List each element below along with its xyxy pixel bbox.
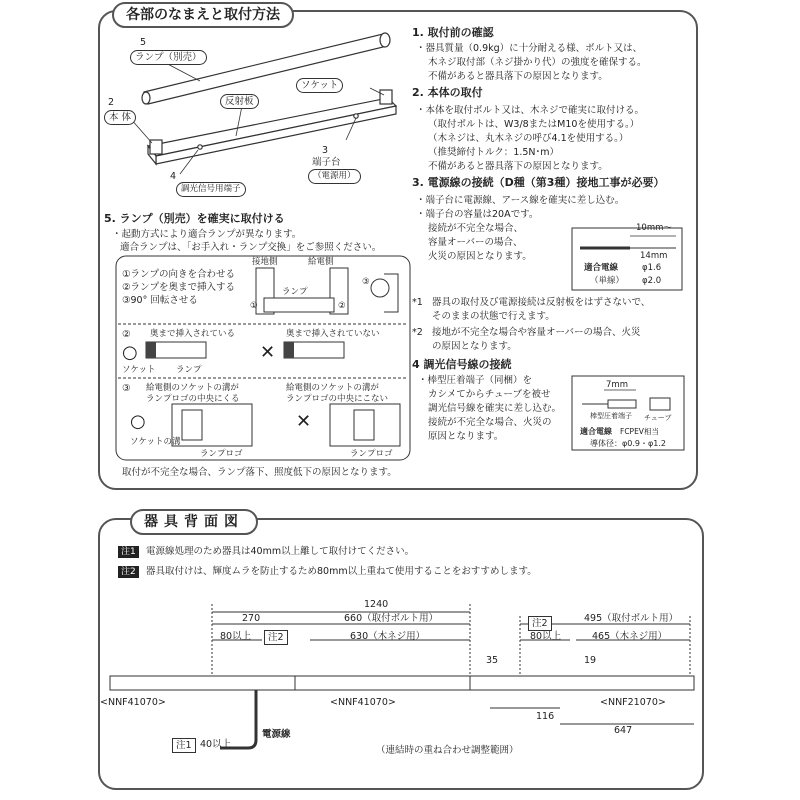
note1-line: そのままの状態で行えます。	[432, 311, 555, 322]
lamp-word: ランプ	[282, 287, 308, 297]
rear-view-title: 器具背面図	[130, 509, 258, 535]
sec1-line: ・器具質量（0.9kg）に十分耐える様、ボルト又は、	[416, 43, 643, 54]
ng-insert-label: 奥まで挿入されていない	[286, 329, 380, 339]
dimming-number: 4	[170, 171, 177, 182]
sec2-heading: 2. 本体の取付	[412, 86, 483, 99]
sec4-line: 調光信号線を確実に差し込む。	[428, 403, 562, 414]
row2-number: ②	[122, 329, 131, 340]
terminal-sub-label: （電源用）	[308, 169, 361, 184]
note1-line: 器具の取付及び電源接続は反射板をはずさないで、	[432, 297, 651, 308]
circle-num-1: ①	[250, 301, 258, 311]
cable-label: 電源線	[262, 729, 291, 740]
dim-465: 465（木ネジ用）	[592, 631, 668, 642]
ok-groove-line: 給電側のソケットの溝が	[146, 383, 239, 393]
note1-mark: *1	[412, 297, 423, 308]
sec3-line: 容量オーバーの場合、	[428, 237, 523, 248]
sec3-heading: 3. 電源線の接続（D種（第3種）接地工事が必要）	[412, 176, 665, 189]
rear-view-drawing	[110, 604, 694, 748]
ok-groove-line: ランプロゴの中央にくる	[146, 394, 240, 404]
dim-630: 630（木ネジ用）	[350, 631, 426, 642]
sec4-line: 接続が不完全な場合、火災の	[428, 417, 552, 428]
body-number: 2	[108, 97, 115, 108]
ok-insert-label: 奥まで挿入されている	[150, 329, 236, 339]
sec5-footer: 取付が不完全な場合、ランプ落下、照度低下の原因となります。	[122, 467, 397, 478]
dim-19: 19	[584, 655, 597, 666]
lamp-label: ランプ（別売）	[130, 50, 207, 65]
sec3-line: 火災の原因となります。	[428, 251, 532, 262]
sec5-line: 適合ランプは、「お手入れ・ランプ交換」をご参照ください。	[120, 242, 382, 253]
power-wire-type: （単線）	[590, 276, 625, 286]
crimp-terminal-label: 棒型圧着端子	[590, 412, 632, 420]
note1-text: 電源線処理のため器具は40mm以上離して取付けてください。	[146, 546, 415, 557]
body-label: 本 体	[104, 110, 136, 125]
note2-mark: *2	[412, 327, 423, 338]
dim-495: 495（取付ボルト用）	[584, 613, 679, 624]
note2-line: 接地が不完全な場合や容量オーバーの場合、火災	[432, 327, 641, 338]
sec2-line: （取付ボルトは、W3/8またはM10を使用する。）	[428, 119, 640, 130]
ok-mark: ○	[122, 342, 138, 363]
ground-side-label: 接地側	[252, 257, 278, 267]
ng-groove-line: 給電側のソケットの溝が	[286, 383, 379, 393]
ng-mark: ✕	[260, 342, 276, 363]
dim-40: 40以上	[200, 739, 232, 750]
supply-side-label: 給電側	[308, 257, 334, 267]
dim-80-left: 80以上	[220, 631, 252, 642]
overlap-label: （連結時の重ね合わせ調整範囲）	[376, 745, 519, 756]
sec3-line: ・端子台の容量は20Aです。	[416, 209, 539, 220]
terminal-number: 3	[322, 145, 329, 156]
dim-270: 270	[242, 613, 261, 624]
dim-35: 35	[486, 655, 499, 666]
model-left: <NNF41070>	[100, 697, 166, 708]
sec4-line: カシメてからチューブを被せ	[428, 389, 551, 400]
dim-660: 660（取付ボルト用）	[344, 613, 439, 624]
model-middle: <NNF41070>	[330, 697, 396, 708]
ok-mark-2: ○	[130, 411, 146, 432]
note2-badge: 注2	[118, 566, 139, 578]
dim-80-right: 80以上	[530, 631, 562, 642]
sec4-line: ・棒型圧着端子（同梱）を	[418, 375, 533, 386]
sec4-heading: 4 調光信号線の接続	[412, 358, 512, 371]
logo-label-2: ランプロゴ	[350, 449, 393, 459]
fixture-body	[148, 90, 396, 164]
note2-line: の原因となります。	[432, 341, 517, 352]
row3-number: ③	[122, 383, 131, 394]
sec1-heading: 1. 取付前の確認	[412, 26, 494, 39]
sec1-line: 不備があると器具落下の原因となります。	[428, 71, 608, 82]
tube-label: チューブ	[644, 414, 672, 422]
sec2-line: 不備があると器具落下の原因となります。	[428, 161, 608, 172]
strip-length-bottom: 14mm	[640, 251, 668, 261]
dim-647: 647	[614, 725, 633, 736]
signal-wire-type: FCPEV相当	[620, 427, 659, 436]
step-2: ②ランプを奥まで挿入する	[122, 282, 236, 293]
note1-badge: 注1	[118, 546, 139, 558]
sec1-line: 木ネジ取付部（ネジ掛かり代）の強度を確保する。	[428, 57, 647, 68]
strip-length-top: 10mm〜	[636, 223, 672, 233]
power-wire-label: 適合電線	[584, 263, 619, 273]
sec4-line: 原因となります。	[428, 431, 504, 442]
ng-mark-2: ✕	[296, 411, 312, 432]
top-panel-title: 各部のなまえと取付方法	[112, 2, 294, 28]
note2-text: 器具取付けは、輝度ムラを防止するため80mm以上重ねて使用することをおすすめします。	[146, 566, 537, 577]
sec2-line: ・本体を取付ボルト又は、木ネジで確実に取付ける。	[416, 105, 645, 116]
logo-label: ランプロゴ	[200, 449, 243, 459]
circle-num-2: ②	[338, 301, 346, 311]
groove-label: ソケットの溝	[130, 437, 181, 447]
dimming-label: 調光信号用端子	[176, 182, 246, 197]
dim-1240: 1240	[364, 599, 389, 610]
circle-num-3: ③	[362, 277, 370, 287]
sec5-heading: 5. ランプ（別売）を確実に取付ける	[104, 212, 285, 225]
sec2-line: （推奨締付トルク：1.5N･m）	[428, 147, 560, 158]
ng-groove-line: ランプロゴの中央にこない	[286, 394, 389, 404]
lamp-word-2: ランプ	[176, 365, 202, 375]
note2-tag: 注2	[264, 630, 288, 645]
signal-strip-length: 7mm	[606, 380, 628, 390]
note1-tag: 注1	[172, 738, 196, 753]
conductor-diameter: 導体径：φ0.9・φ1.2	[590, 439, 666, 448]
power-wire-d2: φ2.0	[642, 276, 662, 286]
sec3-line: ・端子台に電源線、アース線を確実に差し込む。	[416, 195, 625, 206]
signal-wire-label: 適合電線	[580, 427, 612, 436]
step-1: ①ランプの向きを合わせる	[122, 269, 236, 280]
note2-tag-right: 注2	[528, 616, 552, 631]
socket-label: ソケット	[296, 78, 343, 93]
sec5-line: ・起動方式により適合ランプが異なります。	[112, 229, 302, 240]
step-3: ③90° 回転させる	[122, 295, 198, 306]
power-wire-d1: φ1.6	[642, 263, 662, 273]
terminal-label: 端子台	[312, 157, 341, 168]
dim-116: 116	[536, 711, 555, 722]
lamp-number: 5	[140, 37, 147, 48]
model-right: <NNF21070>	[600, 697, 666, 708]
lamp-tube	[142, 33, 390, 104]
socket-word: ソケット	[122, 365, 156, 375]
sec3-line: 接続が不完全な場合、	[428, 223, 524, 234]
reflector-label: 反射板	[220, 94, 259, 109]
sec2-line: （木ネジは、丸木ネジの呼び4.1を使用する。）	[428, 133, 629, 144]
